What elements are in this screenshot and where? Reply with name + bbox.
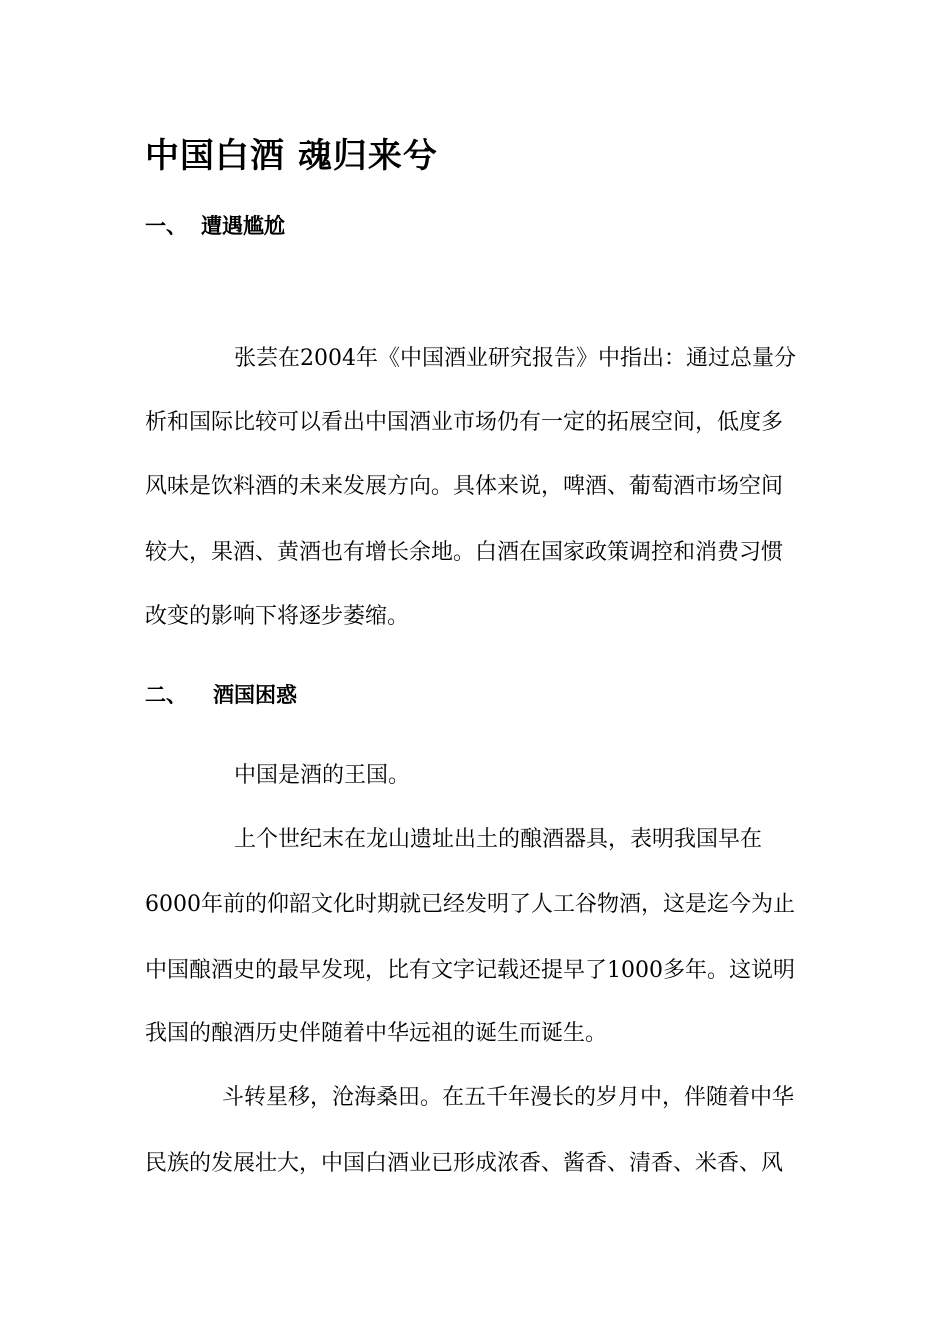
section-heading-2 [145, 679, 297, 709]
section-title: 酒国困惑 [213, 682, 297, 707]
paragraph-line: 中国是酒的王国。 [234, 763, 411, 788]
paragraph-line: 改变的影响下将逐步萎缩。 [145, 604, 410, 629]
paragraph-line: 6000年前的仰韶文化时期就已经发明了人工谷物酒，这是迄今为止 [145, 892, 795, 917]
document-title: 中国白酒 魂归来兮 [145, 136, 438, 176]
paragraph-line: 上个世纪末在龙山遗址出土的酿酒器具，表明我国早在 [234, 827, 763, 852]
section-heading-1 [145, 210, 285, 240]
paragraph-line: 民族的发展壮大，中国白酒业已形成浓香、酱香、清香、米香、风 [145, 1151, 784, 1176]
section-title: 遭遇尴尬 [201, 213, 285, 238]
paragraph-line: 我国的酿酒历史伴随着中华远祖的诞生而诞生。 [145, 1021, 608, 1046]
paragraph-line: 较大，果酒、黄酒也有增长余地。白酒在国家政策调控和消费习惯 [145, 540, 784, 565]
paragraph-line: 中国酿酒史的最早发现，比有文字记载还提早了1000多年。这说明 [145, 958, 795, 983]
paragraph-line: 张芸在2004年《中国酒业研究报告》中指出：通过总量分 [234, 346, 796, 371]
paragraph-line: 析和国际比较可以看出中国酒业市场仍有一定的拓展空间，低度多 [145, 410, 784, 435]
paragraph-line: 斗转星移，沧海桑田。在五千年漫长的岁月中，伴随着中华 [222, 1085, 795, 1110]
paragraph-line: 风味是饮料酒的未来发展方向。具体来说，啤酒、葡萄酒市场空间 [145, 474, 784, 499]
section-number: 二、 [145, 682, 187, 707]
section-number: 一、 [145, 213, 187, 238]
